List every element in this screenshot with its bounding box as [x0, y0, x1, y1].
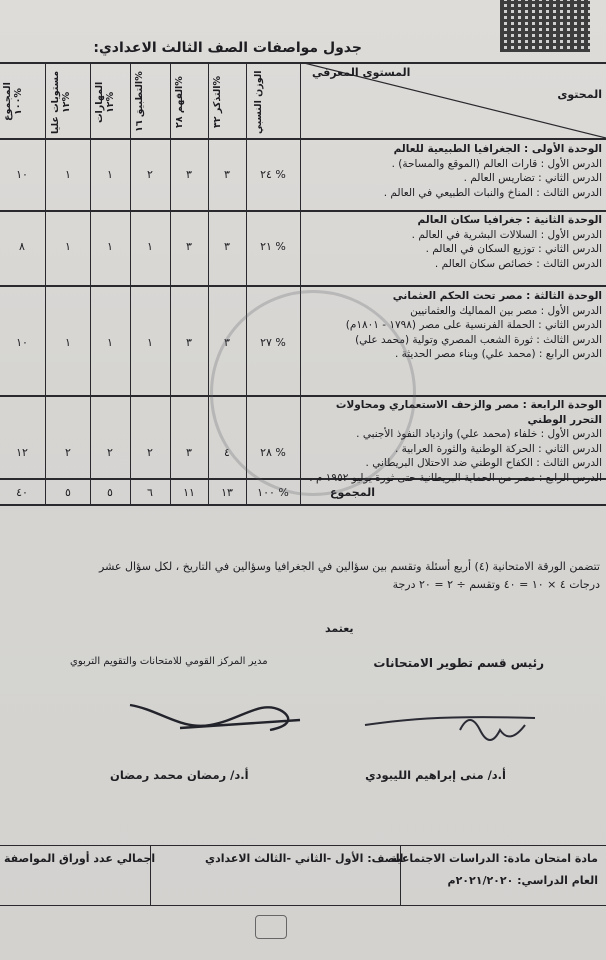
- lesson: الدرس الثالث : خصائص سكان العالم .: [434, 257, 602, 270]
- total-higher: ٥: [65, 486, 71, 499]
- lesson: الدرس الرابع : مصر من الحماية البريطانية حتى ثورة يوليو ١٩٥٢ م .: [309, 471, 602, 484]
- unit-2-higher: ١: [65, 240, 71, 253]
- total-skills: ٥: [107, 486, 113, 499]
- unit-2-remember: ٣: [224, 240, 230, 253]
- unit-1-understand: ٣: [186, 168, 192, 181]
- col-header-higher: مستويات عليا ١٢%: [50, 70, 72, 134]
- unit-title: الوحدة الثانية : جغرافيا سكان العالم: [417, 214, 602, 226]
- unit-4-remember: ٤: [224, 446, 230, 459]
- unit-4-understand: ٣: [186, 446, 192, 459]
- unit-2-apply: ١: [147, 240, 153, 253]
- col-divider: [130, 62, 131, 504]
- left-signature: [120, 690, 310, 750]
- lesson: الدرس الأول : خلفاء (محمد علي) وازدياد النفوذ الأجنبي .: [356, 428, 602, 440]
- unit-3-remember: ٣: [224, 336, 230, 349]
- unit-3-total: ١٠: [16, 336, 28, 349]
- qr-code: [500, 0, 590, 52]
- total-sum: ٤٠: [16, 486, 28, 499]
- lesson: الدرس الثاني : الحملة الفرنسية على مصر (١٧٩٨ - ١٨٠١م): [345, 319, 602, 331]
- lesson: الدرس الثاني : توزيع السكان في العالم .: [425, 243, 602, 255]
- unit-2-total: ٨: [19, 240, 25, 253]
- total-understand: ١١: [183, 486, 195, 499]
- watermark-stamp: [210, 290, 416, 496]
- unit-2-skills: ١: [107, 240, 113, 253]
- unit-2-understand: ٣: [186, 240, 192, 253]
- approval-label: يعتمد: [325, 622, 354, 635]
- unit-3-higher: ١: [65, 336, 71, 349]
- unit-2-weight: ٢١ %: [260, 240, 286, 253]
- unit-3-apply: ١: [147, 336, 153, 349]
- unit-4-higher: ٢: [65, 446, 71, 459]
- unit-4-weight: ٢٨ %: [260, 446, 286, 459]
- col-divider: [208, 62, 209, 504]
- footer-subject: مادة امتحان مادة: الدراسات الاجتماعية: [390, 852, 598, 865]
- lesson: الدرس الثاني : تضاريس العالم .: [463, 172, 602, 184]
- footer-year: العام الدراسي: ٢٠٢١/٢٠٢٠م: [447, 874, 598, 887]
- col-header-remember: التذكر ٣٢%: [212, 75, 223, 129]
- right-signatory-title: رئيس قسم تطوير الامتحانات: [373, 656, 544, 670]
- lesson: الدرس الأول : قارات العالم (الموقع والمساحة) .: [391, 157, 602, 170]
- total-remember: ١٣: [221, 486, 233, 499]
- unit-2-content: [302, 213, 602, 271]
- left-signatory-title: مدير المركز القومي للامتحانات والتقويم التربوي: [70, 656, 268, 667]
- total-label: المجموع: [330, 486, 375, 499]
- col-divider: [90, 62, 91, 504]
- unit-1-higher: ١: [65, 168, 71, 181]
- total-apply: ٦: [147, 486, 153, 499]
- col-header-understand: الفهم ٢٨%: [174, 76, 185, 128]
- unit-1-total: ١٠: [16, 168, 28, 181]
- left-signatory-name: أ.د/ رمضان محمد رمضان: [110, 768, 249, 782]
- unit-title: الوحدة الرابعة : مصر والزحف الاستعماري ومحاولات التحرر الوطني: [335, 399, 602, 426]
- table-bottom-rule: [0, 504, 606, 506]
- unit-4-skills: ٢: [107, 446, 113, 459]
- lesson: الدرس الأول : مصر بين المماليك والعثمانيين: [410, 304, 602, 317]
- right-signatory-name: أ.د/ منى إبراهيم الليبودي: [365, 768, 506, 782]
- right-signature: [360, 690, 550, 760]
- content-label: المحتوى: [557, 88, 602, 101]
- footer-bottom-rule: [0, 905, 606, 906]
- col-divider: [45, 62, 46, 504]
- unit-3-weight: ٢٧ %: [260, 336, 286, 349]
- col-header-apply: التطبيق ١٦%: [134, 71, 145, 133]
- unit-4-apply: ٢: [147, 446, 153, 459]
- col-header-skills: المهارات ١٢%: [94, 81, 116, 123]
- unit-title: الوحدة الأولى : الجغرافيا الطبيعية للعالم: [393, 143, 602, 155]
- unit-1-apply: ٢: [147, 168, 153, 181]
- total-weight: ١٠٠ %: [257, 486, 289, 499]
- small-seal: [255, 915, 287, 939]
- unit-1-weight: ٢٤ %: [260, 168, 286, 181]
- unit-1-skills: ١: [107, 168, 113, 181]
- unit-3-skills: ١: [107, 336, 113, 349]
- col-divider: [170, 62, 171, 504]
- unit-1-remember: ٣: [224, 168, 230, 181]
- lesson: الدرس الثالث : المناخ والنبات الطبيعي في العالم .: [383, 186, 602, 199]
- col-header-weight: الوزن النسبي: [253, 70, 264, 134]
- lesson: الدرس الرابع : (محمد علي) وبناء مصر الحديثة .: [394, 348, 602, 360]
- cognitive-level-label: المستوى المعرفي: [312, 66, 411, 79]
- exam-note-line-1: تتضمن الورقة الامتحانية (٤) أربع أسئلة وتقسم بين سؤالين في الجغرافيا وسؤالين في التاريخ ، لكل سؤال عشر: [99, 560, 600, 573]
- page-title: جدول مواصفات الصف الثالث الاعدادي:: [93, 40, 362, 56]
- lesson: الدرس الثالث : الكفاح الوطني ضد الاحتلال البريطاني .: [365, 457, 602, 469]
- exam-note-line-2: درجات ٤ × ١٠ = ٤٠ وتقسم ÷ ٢ = ٢٠ درجة: [392, 578, 600, 591]
- unit-4-total: ١٢: [16, 446, 28, 459]
- col-header-total: المجموع ١٠٠%: [2, 82, 24, 122]
- unit-title: الوحدة الثالثة : مصر تحت الحكم العثماني: [392, 290, 602, 302]
- lesson: الدرس الأول : السلالات البشرية في العالم .: [411, 228, 602, 241]
- footer-top-rule: [0, 845, 606, 846]
- lesson: الدرس الثالث : ثورة الشعب المصري وتولية (محمد علي): [355, 333, 602, 346]
- lesson: الدرس الثاني : الحركة الوطنية والثورة العرابية .: [394, 442, 602, 455]
- footer-total-pages: اجمالي عدد أوراق المواصفة: [4, 852, 156, 865]
- unit-3-understand: ٣: [186, 336, 192, 349]
- unit-1-content: [302, 142, 602, 200]
- footer-grade: الصف: الأول -الثاني -الثالث الاعدادي: [205, 852, 404, 865]
